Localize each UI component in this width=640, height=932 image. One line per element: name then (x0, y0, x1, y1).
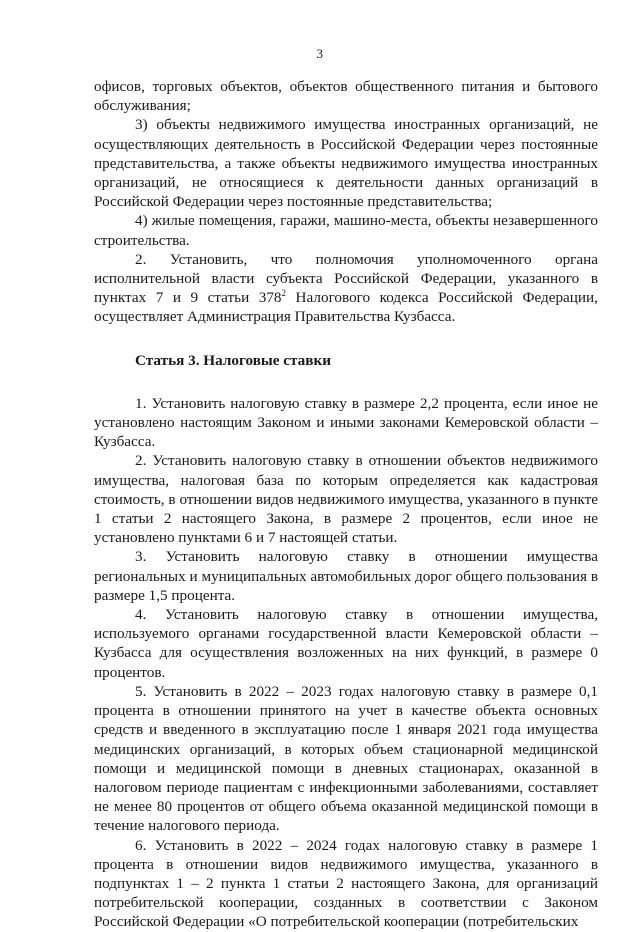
article-item-2: 2. Установить налоговую ставку в отношении объектов недвижимого имущества, налоговая база по которым определяется как кадастровая стоимость, в отношении видов недвижимого имущества, указанного в пункте 1 статьи 2 настоящего Закона, в размере 2 процентов, если иное не установлено пунктами 6 и 7 настоящей статьи. (94, 452, 598, 547)
superscript-index: 2 (281, 288, 287, 299)
paragraph-item-3: 3) объекты недвижимого имущества иностранных организаций, не осуществляющих деятельность в Российской Федерации через постоянные представительства, а также объекты недвижимого имущества иностранных организаций, не относящиеся к деятельности данных организаций в Российской Федерации через постоянные представительства; (94, 116, 598, 211)
article-item-6: 6. Установить в 2022 – 2024 годах налоговую ставку в размере 1 процента в отношении видов недвижимого имущества, указанного в подпунктах 1 – 2 пункта 1 статьи 2 настоящего Закона, для организаций потребительской кооперации, созданных в соответствии с Законом Российской Федерации «О потребительской кооперации (потребительских (94, 836, 598, 931)
paragraph-point-2-text: 2. Установить, что полномочия уполномоченного органа исполнительной власти субъекта Российской Федерации, указанного в пунктах 7 и 9 статьи 378 (94, 250, 598, 307)
paragraph-continuation: офисов, торговых объектов, объектов общественного питания и бытового обслуживания; (94, 78, 598, 115)
article-item-4: 4. Установить налоговую ставку в отношении имущества, используемого органами государственной власти Кемеровской области – Кузбасса для осуществления возложенных на них функций, в размере 0 процентов. (94, 606, 598, 681)
paragraph-item-4: 4) жилые помещения, гаражи, машино-места, объекты незавершенного строительства. (94, 212, 598, 249)
document-body (94, 77, 598, 932)
article-heading: Статья 3. Налоговые ставки (135, 351, 331, 369)
article-item-1: 1. Установить налоговую ставку в размере 2,2 процента, если иное не установлено настоящим Законом и иными законами Кемеровской области – Кузбасса. (94, 394, 598, 451)
paragraph-point-2-text-end: Налогового кодекса Российской Федерации, осуществляет Администрация Правительства Кузбасса. (94, 289, 598, 326)
article-item-5: 5. Установить в 2022 – 2023 годах налоговую ставку в размере 0,1 процента в отношении принятого на учет в качестве объекта основных средств и введенного в эксплуатацию после 1 января 2021 года имущества медицинских организаций, в которых объем стационарной медицинской помощи и медицинской помощи в дневных стационарах, оказанной в налоговом периоде пациентам с инфекционными заболеваниями, составляет не менее 80 процентов от общего объема оказанной медицинской помощи в течение налогового периода. (94, 682, 598, 835)
page-number: 3 (316, 46, 324, 61)
article-item-3: 3. Установить налоговую ставку в отношении имущества региональных и муниципальных автомобильных дорог общего пользования в размере 1,5 процента. (94, 548, 598, 604)
paragraph-point-2 (94, 250, 598, 327)
